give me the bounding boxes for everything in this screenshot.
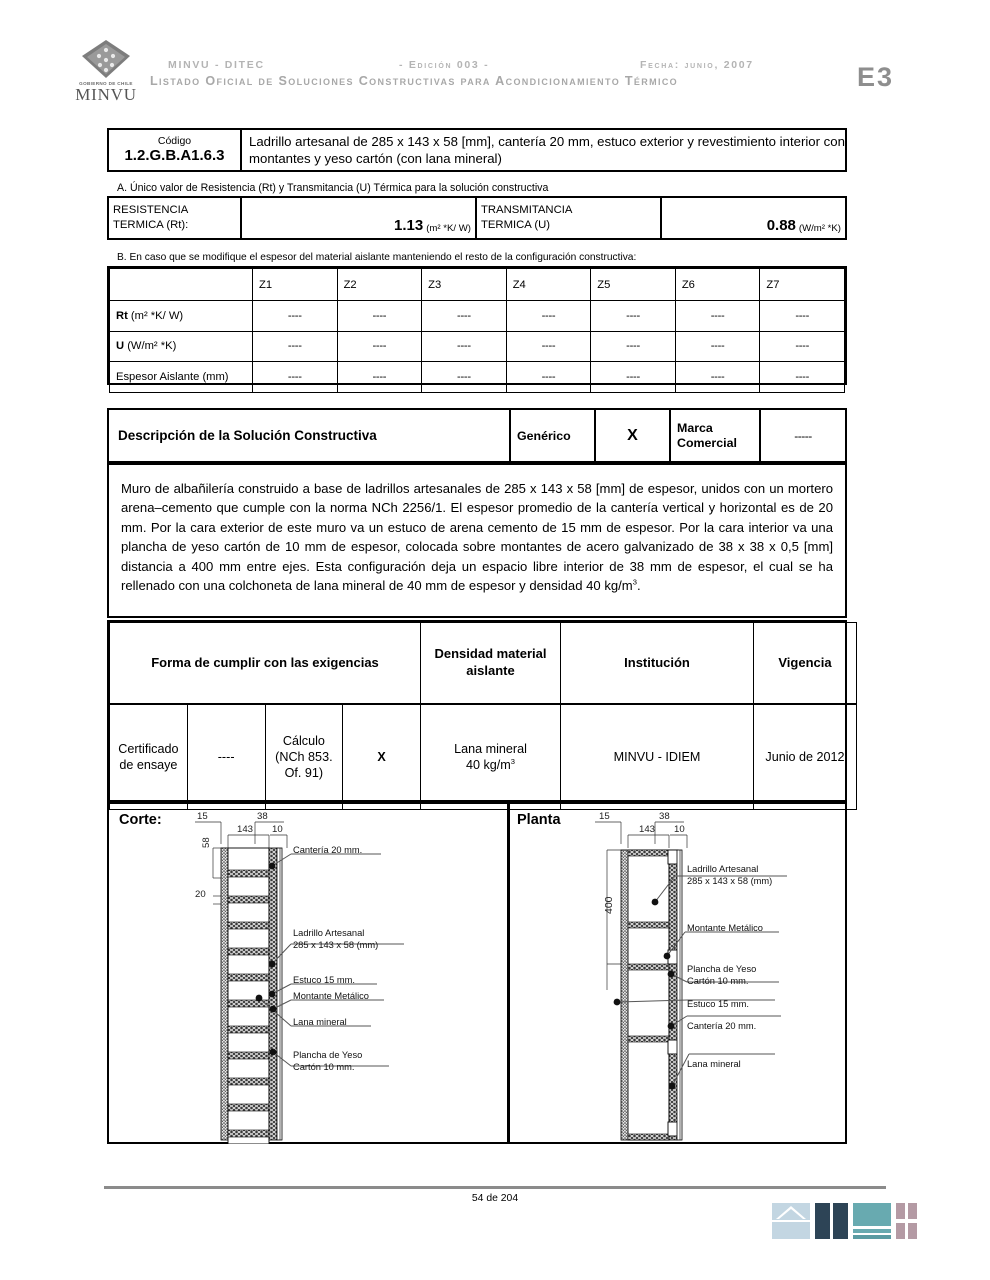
zone-column-header-z6: Z6 <box>675 269 760 301</box>
compliance-header-row <box>110 623 857 705</box>
zone-table-row <box>110 362 845 393</box>
zone-column-header-z3: Z3 <box>422 269 507 301</box>
compliance-table <box>107 620 847 802</box>
planta-label-lana: Lana mineral <box>687 1059 741 1069</box>
densidad-material: Lana mineral <box>454 741 527 756</box>
header-section-badge: E3 <box>857 62 895 92</box>
resistencia-label-line1: RESISTENCIA <box>113 204 189 217</box>
zone-row-label: Rt (m² *K/ W) <box>110 301 253 332</box>
generico-label: Genérico <box>517 428 571 443</box>
zone-row-label: Espesor Aislante (mm) <box>110 362 253 393</box>
zone-cell: ---- <box>760 301 845 332</box>
planta-title: Planta <box>517 812 561 828</box>
zone-cell: ---- <box>760 362 845 393</box>
logo-gobierno-text: GOBIERNO DE CHILE <box>79 81 133 86</box>
planta-dim-143: 143 <box>639 824 656 835</box>
corte-dim-15: 15 <box>197 811 208 822</box>
zone-cell: ---- <box>422 362 507 393</box>
corte-label-montante: Montante Metálico <box>293 991 369 1001</box>
generico-mark: X <box>627 426 638 444</box>
certificado-cell: Certificado de ensaye <box>110 704 188 810</box>
resistencia-value-cell <box>242 196 477 240</box>
generico-mark-cell <box>596 408 671 463</box>
footer-logo <box>772 1203 917 1251</box>
zone-table-row <box>110 331 845 362</box>
transmitancia-label-line2: TERMICA (U) <box>481 219 551 231</box>
corte-label-lana: Lana mineral <box>293 1017 347 1027</box>
corte-dim-10: 10 <box>272 824 283 835</box>
description-title: Descripción de la Solución Constructiva <box>118 428 377 443</box>
resistencia-label-line2: TERMICA (Rt): <box>113 219 189 231</box>
zone-cell: ---- <box>506 331 591 362</box>
header-date: Fecha: junio, 2007 <box>640 59 754 71</box>
planta-dim-38: 38 <box>659 811 670 822</box>
corte-dim-20: 20 <box>195 889 206 900</box>
zone-table <box>107 266 847 385</box>
zone-cell: ---- <box>675 301 760 332</box>
corte-dim-58: 58 <box>201 837 212 848</box>
zone-column-header-z4: Z4 <box>506 269 591 301</box>
description-title-cell <box>107 408 511 463</box>
zone-table-corner <box>110 269 253 301</box>
zone-cell: ---- <box>253 331 338 362</box>
footer-rule <box>104 1186 886 1189</box>
description-paragraph: Muro de albañilería construido a base de ladrillos artesanales de 285 x 143 x 58 [mm] de espesor, unidos con un mortero arena–cemento que cumple con la norma NCh 2256/1. El espesor promedio de la cantería vertical y horizontal es de 20 mm. Por la cara exterior de este muro va un estuco de arena cemento de 15 mm de espesor. Por la cara interior va una plancha de yeso cartón de 10 mm de espesor, colocada sobre montantes de acero galvanizado de 38 x 38 x 0,5 [mm] distancia a 400 mm entre ejes. Esta configuración deja un espacio libre interior de 38 mm de espesor, el cual se ha rellenado con una colchoneta de lana mineral de 40 mm de espesor y densidad 40 $kg/m^3$. <box>121 481 833 593</box>
zone-cell: ---- <box>591 301 676 332</box>
section-a-caption: A. Único valor de Resistencia (Rt) y Transmitancia (U) Térmica para la solución constructiva <box>117 182 549 194</box>
corte-label-canteria: Cantería 20 mm. <box>293 845 363 855</box>
resistencia-value: 1.13 <box>394 217 424 234</box>
corte-label-estuco: Estuco 15 mm. <box>293 975 356 985</box>
vigencia-header: Vigencia <box>754 623 857 705</box>
zone-cell: ---- <box>591 362 676 393</box>
zone-cell: ---- <box>506 301 591 332</box>
zone-cell: ---- <box>675 331 760 362</box>
logo-minvu-text: MINVU <box>75 85 137 104</box>
code-value: 1.2.G.B.A1.6.3 <box>124 147 225 165</box>
header-title: Listado Oficial de Soluciones Constructivas para Acondicionamiento Térmico <box>150 74 679 88</box>
code-cell <box>107 128 242 172</box>
footer-logo-block-1 <box>772 1203 810 1239</box>
zone-row-label: U (W/m² *K) <box>110 331 253 362</box>
marca-value: ----- <box>794 428 812 443</box>
marca-value-cell <box>761 408 847 463</box>
vigencia-cell: Junio de 2012 <box>754 704 857 810</box>
planta-dim-400: 400 <box>603 896 615 914</box>
planta-dim-15: 15 <box>599 811 610 822</box>
generico-label-cell <box>511 408 596 463</box>
calculo-mark-cell: X <box>343 704 421 810</box>
zone-table-header-row <box>110 269 845 301</box>
institucion-cell: MINVU - IDIEM <box>561 704 754 810</box>
description-body <box>107 463 847 618</box>
densidad-superscript: 3 <box>510 756 516 766</box>
corte-label-ladrillo: Ladrillo Artesanal 285 x 143 x 58 (mm) <box>293 928 379 950</box>
code-description: Ladrillo artesanal de 285 x 143 x 58 [mm], cantería 20 mm, estuco exterior y revestimiento interior con montantes y yeso cartón (con lana mineral) <box>249 133 845 166</box>
densidad-value: 40 kg/m <box>465 758 511 773</box>
zone-cell: ---- <box>253 301 338 332</box>
transmitancia-value-cell <box>662 196 847 240</box>
corte-dim-38: 38 <box>257 811 268 822</box>
footer-logo-block-4 <box>896 1203 917 1239</box>
header-edition: - Edición 003 - <box>399 59 490 71</box>
zone-table-row <box>110 301 845 332</box>
zone-column-header-z5: Z5 <box>591 269 676 301</box>
zone-column-header-z7: Z7 <box>760 269 845 301</box>
zone-cell: ---- <box>422 331 507 362</box>
zone-cell: ---- <box>253 362 338 393</box>
page-number: 54 de 204 <box>471 1193 519 1204</box>
resistencia-label-cell <box>107 196 242 240</box>
zone-column-header-z1: Z1 <box>253 269 338 301</box>
compliance-data-row <box>110 704 857 810</box>
code-label: Código <box>157 134 192 147</box>
forma-header: Forma de cumplir con las exigencias <box>110 623 421 705</box>
drawing-panel <box>107 802 847 1144</box>
planta-label-estuco: Estuco 15 mm. <box>687 999 750 1009</box>
transmitancia-label-cell <box>477 196 662 240</box>
zone-cell: ---- <box>591 331 676 362</box>
densidad-cell <box>421 704 561 810</box>
zone-cell: ---- <box>337 331 422 362</box>
code-description-cell <box>242 128 847 172</box>
corte-label-yeso: Plancha de Yeso Cartón 10 mm. <box>293 1050 363 1072</box>
footer-logo-block-3 <box>853 1203 891 1239</box>
description-text: Muro de albañilería construido a base de ladrillos artesanales de 285 x 143 x 58 [mm] de espesor, unidos con un mortero arena–cemento que cumple con la norma NCh 2256/1. El espesor promedio de la cantería vertical y horizontal es de 20 mm. Por la cara exterior de este muro va un estuco de arena cemento de 15 mm de espesor. Por la cara interior va una plancha de yeso cartón de 10 mm de espesor, colocada sobre montantes de acero galvanizado de 38 x 38 x 0,5 [mm] distancia a 400 mm entre ejes. Esta configuración deja un espacio libre interior de 38 mm de espesor, el cual se ha rellenado con una colchoneta de lana mineral de 40 mm de espesor y densidad 40 kg/m <box>121 481 833 593</box>
code-table <box>107 128 847 172</box>
transmitancia-label-line1: TRANSMITANCIA <box>481 204 573 217</box>
zone-cell: ---- <box>422 301 507 332</box>
zone-cell: ---- <box>337 362 422 393</box>
transmitancia-value: 0.88 <box>766 217 796 234</box>
page-header <box>0 0 990 110</box>
description-header-row <box>107 408 847 463</box>
zone-column-header-z2: Z2 <box>337 269 422 301</box>
zone-cell: ---- <box>506 362 591 393</box>
section-b-caption: B. En caso que se modifique el espesor del material aislante manteniendo el resto de la configuración constructiva: <box>117 252 637 263</box>
description-superscript: 3 <box>632 577 637 587</box>
calculo-cell: Cálculo (NCh 853. Of. 91) <box>265 704 343 810</box>
planta-dim-10: 10 <box>674 824 685 835</box>
planta-label-montante: Montante Metálico <box>687 923 763 933</box>
footer-logo-block-2 <box>815 1203 848 1239</box>
header-meta-line <box>0 59 990 73</box>
planta-label-canteria: Cantería 20 mm. <box>687 1021 757 1031</box>
institucion-header: Institución <box>561 623 754 705</box>
marca-label: Marca Comercial <box>677 420 737 450</box>
transmitancia-unit: (W/m² *K) <box>798 223 841 234</box>
certificado-mark-cell: ---- <box>187 704 265 810</box>
header-org: MINVU - DITEC <box>168 59 265 71</box>
zone-cell: ---- <box>337 301 422 332</box>
densidad-header: Densidad material aislante <box>421 623 561 705</box>
zone-cell: ---- <box>760 331 845 362</box>
planta-label-yeso: Plancha de Yeso Cartón 10 mm. <box>687 964 757 986</box>
planta-drawing <box>507 804 847 1144</box>
marca-label-cell <box>671 408 761 463</box>
planta-label-ladrillo: Ladrillo Artesanal 285 x 143 x 58 (mm) <box>687 864 773 886</box>
corte-title: Corte: <box>119 812 162 828</box>
corte-dim-143: 143 <box>237 824 254 835</box>
resistencia-unit: (m² *K/ W) <box>426 223 471 234</box>
zone-cell: ---- <box>675 362 760 393</box>
thermal-values-table <box>107 196 847 240</box>
